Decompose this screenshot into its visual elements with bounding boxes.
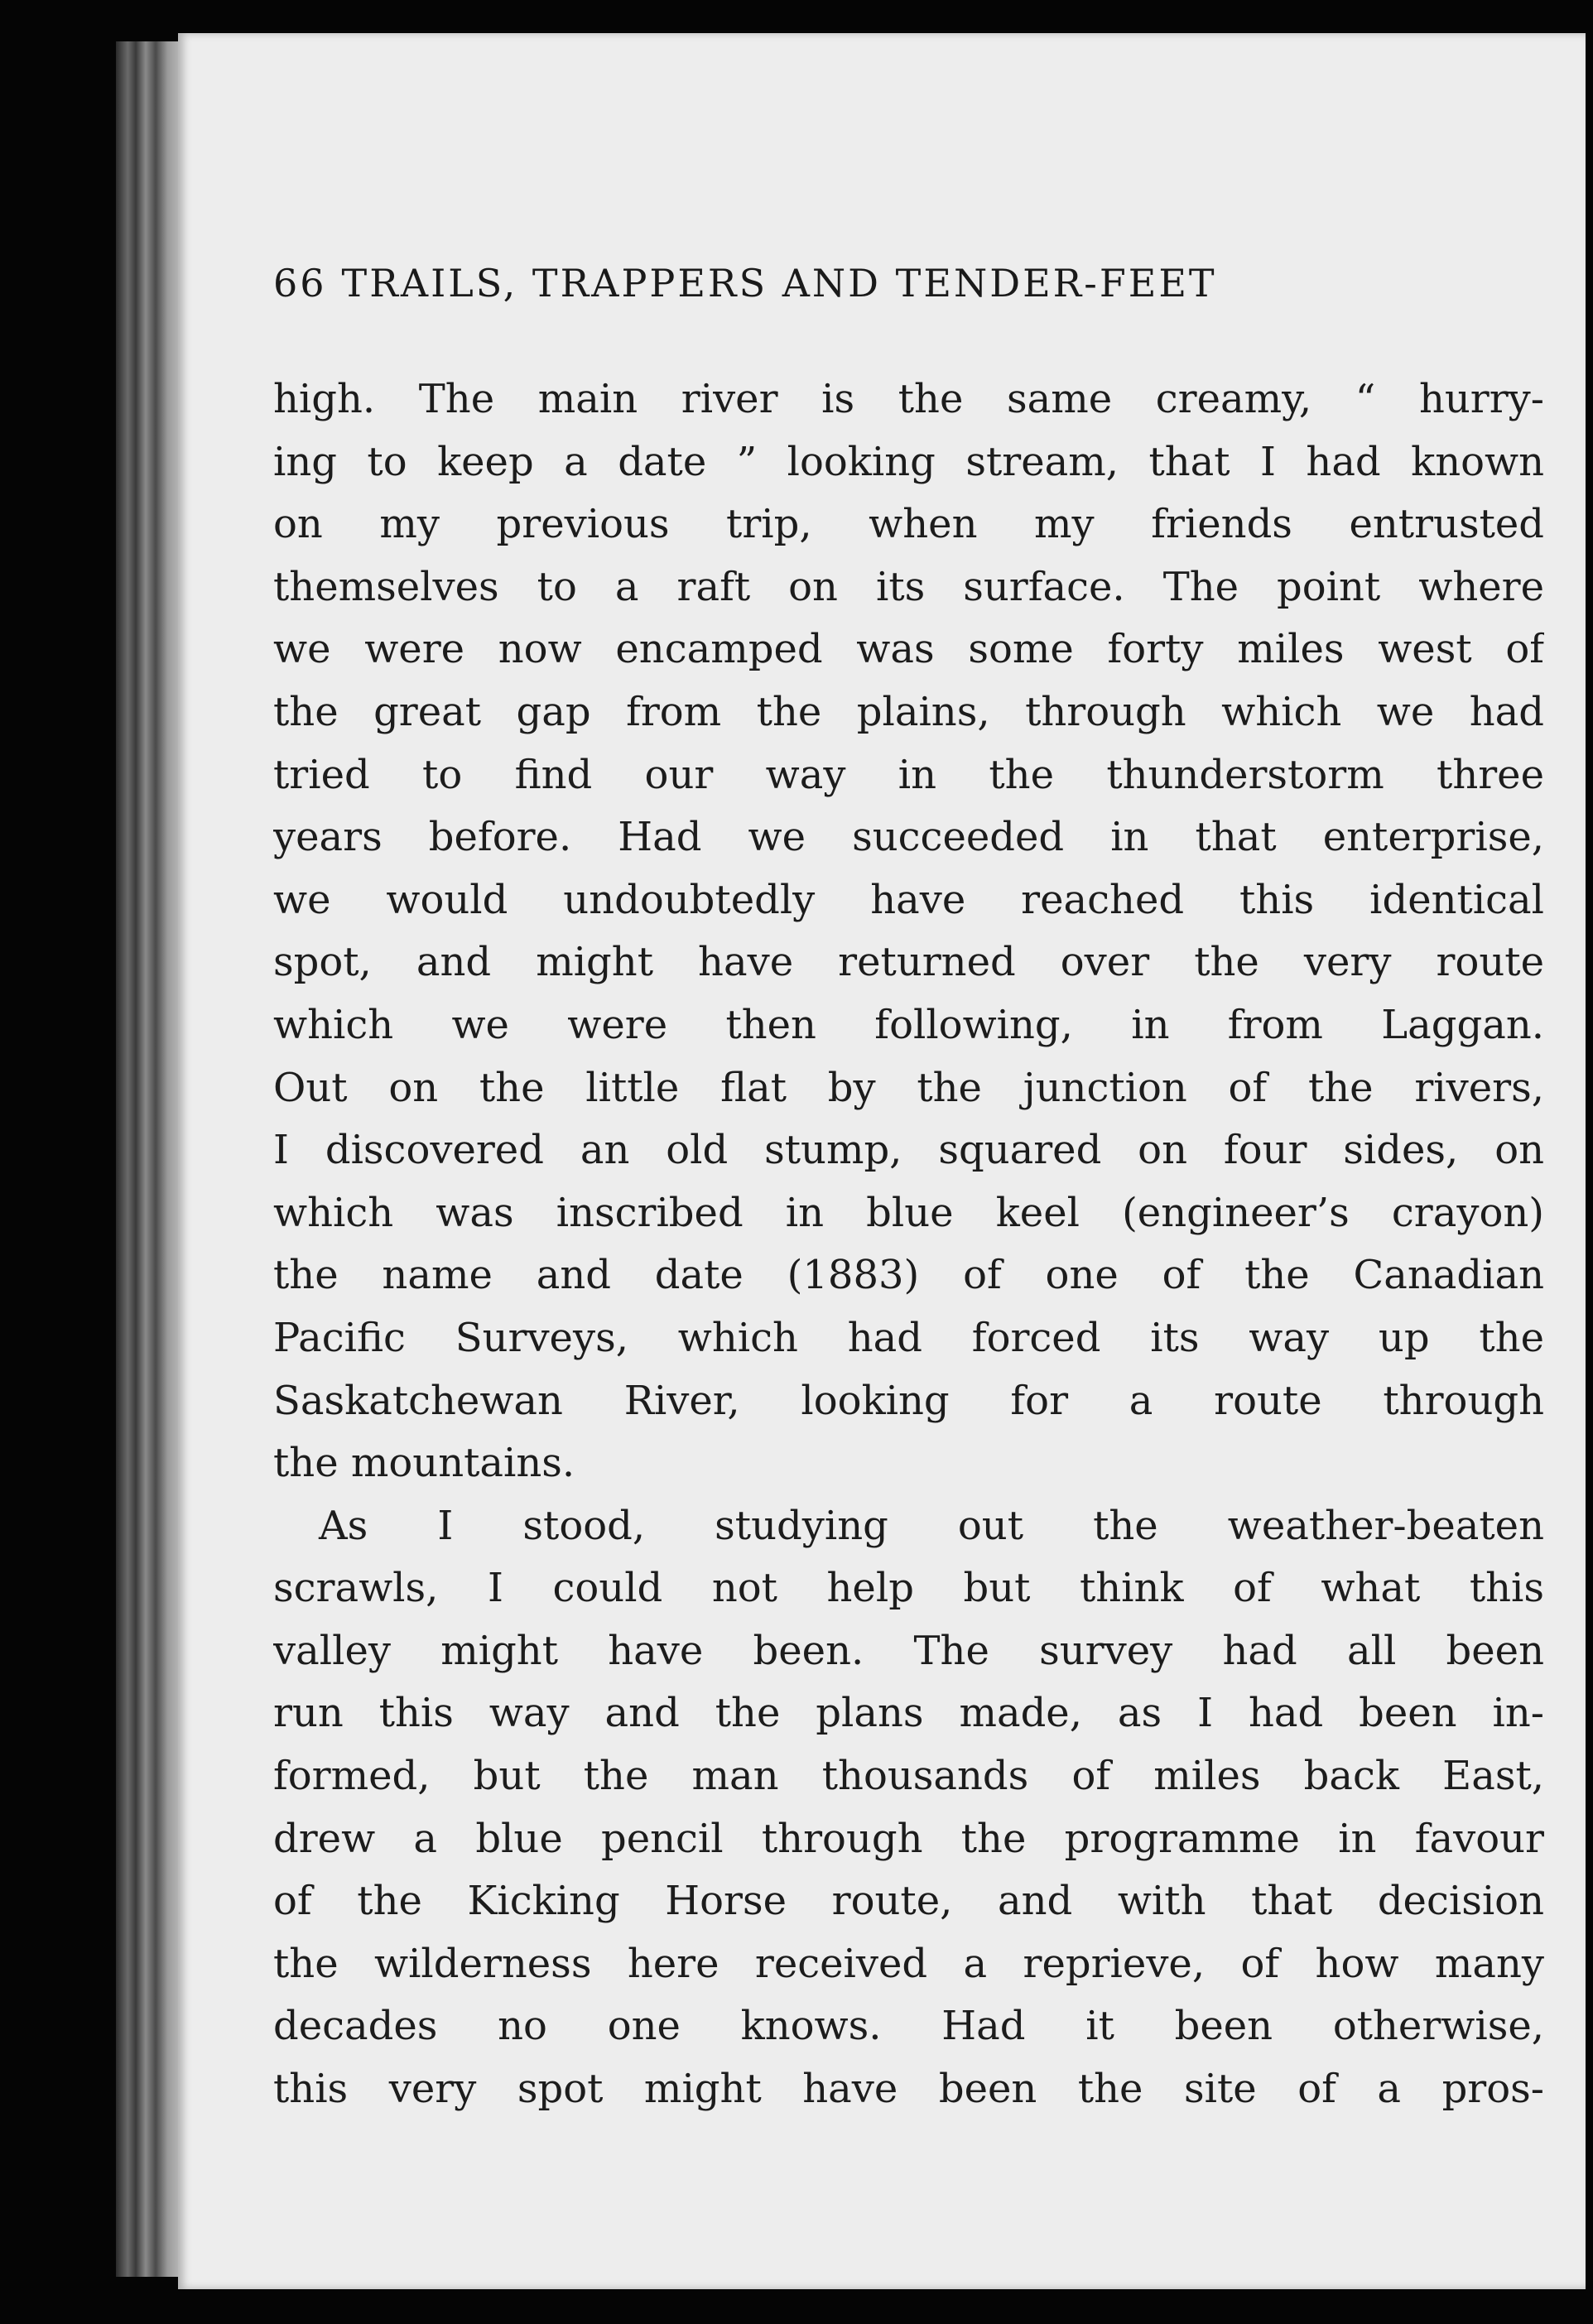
text-line: Saskatchewan River, looking for a route through (273, 1377, 1544, 1424)
text-line: we were now encamped was some forty miles west of (273, 626, 1544, 673)
text-line: decades no one knows. Had it been otherwise, (273, 2003, 1544, 2050)
text-line: high. The main river is the same creamy, “ hurry- (273, 376, 1544, 422)
text-line: this very spot might have been the site of a pros- (273, 2066, 1544, 2113)
text-line: the wilderness here received a reprieve, of how many (273, 1940, 1544, 1987)
text-line: formed, but the man thousands of miles back East, (273, 1753, 1544, 1800)
text-line: the name and date (1883) of one of the Canadian (273, 1252, 1544, 1299)
text-line: run this way and the plans made, as I had been in- (273, 1690, 1544, 1737)
text-line: which was inscribed in blue keel (engineer’s crayon) (273, 1189, 1544, 1236)
text-line: Out on the little flat by the junction of the rivers, (273, 1064, 1544, 1111)
text-line: themselves to a raft on its surface. The point where (273, 563, 1544, 610)
text-line: drew a blue pencil through the programme in favour (273, 1815, 1544, 1862)
book-spine (116, 41, 182, 2277)
text-line: spot, and might have returned over the very route (273, 939, 1544, 986)
text-line: I discovered an old stump, squared on four sides, on (273, 1127, 1544, 1174)
page-number: 66 (273, 261, 327, 306)
text-line: years before. Had we succeeded in that enterprise, (273, 814, 1544, 861)
text-line: Pacific Surveys, which had forced its way up the (273, 1314, 1544, 1361)
text-line: valley might have been. The survey had all been (273, 1627, 1544, 1674)
page-sheet (178, 33, 1586, 2289)
running-title: TRAILS, TRAPPERS AND TENDER-FEET (341, 261, 1217, 306)
text-line: tried to find our way in the thunderstorm three (273, 751, 1544, 798)
text-line: the great gap from the plains, through which we had (273, 688, 1544, 735)
text-line: on my previous trip, when my friends entrusted (273, 501, 1544, 548)
text-line: of the Kicking Horse route, and with that decision (273, 1878, 1544, 1925)
body-text (273, 368, 1544, 2121)
text-line: scrawls, I could not help but think of what this (273, 1565, 1544, 1612)
text-line: ing to keep a date ” looking stream, that I had known (273, 438, 1544, 485)
text-line: which we were then following, in from Laggan. (273, 1001, 1544, 1048)
running-header (273, 261, 1503, 306)
text-line: we would undoubtedly have reached this identical (273, 876, 1544, 923)
paragraph-end-line: the mountains. (273, 1440, 575, 1487)
paragraph-start-line: As I stood, studying out the weather-beaten (319, 1502, 1544, 1549)
